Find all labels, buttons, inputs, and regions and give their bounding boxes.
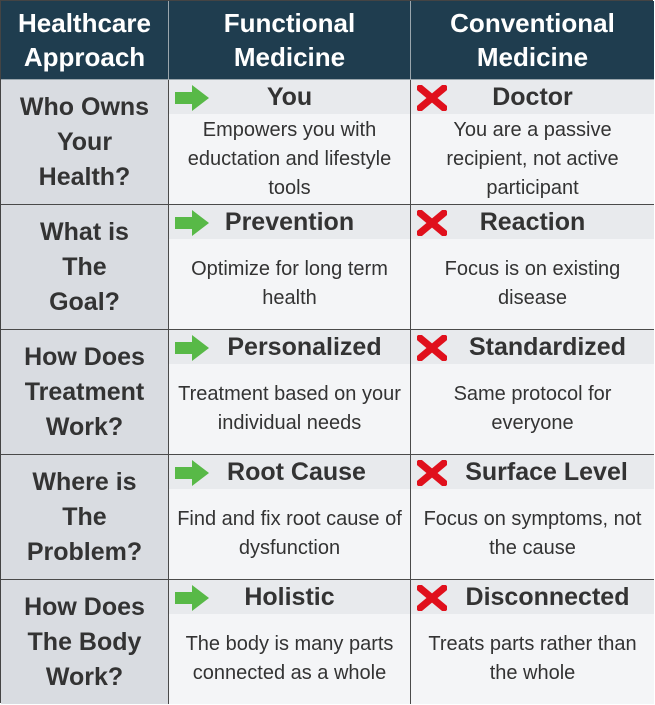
conventional-title: Standardized <box>469 332 626 361</box>
functional-title-band <box>169 330 410 364</box>
functional-cell <box>169 80 411 205</box>
conventional-cell <box>411 455 654 580</box>
row-question: How Does Treatment Work? <box>1 330 169 455</box>
conventional-title: Disconnected <box>465 582 630 611</box>
functional-title: Personalized <box>227 332 382 361</box>
conventional-cell <box>411 80 654 205</box>
conventional-title-band <box>411 80 654 114</box>
conventional-title-band <box>411 580 654 614</box>
row-question: What is The Goal? <box>1 205 169 330</box>
functional-description: The body is many parts connected as a whole <box>185 633 394 684</box>
functional-title-band <box>169 80 410 114</box>
header-approach: Healthcare Approach <box>1 1 169 80</box>
functional-cell <box>169 455 411 580</box>
functional-description: Empowers you with eductation and lifestyle tools <box>187 118 392 199</box>
row-question: How Does The Body Work? <box>1 580 169 704</box>
conventional-title: Surface Level <box>465 457 628 486</box>
functional-description: Optimize for long term health <box>191 258 388 309</box>
row-question: Where is The Problem? <box>1 455 169 580</box>
functional-description: Find and fix root cause of dysfunction <box>177 508 402 559</box>
conventional-description: Focus is on existing disease <box>444 258 621 309</box>
conventional-description: You are a passive recipient, not active participant <box>446 118 619 199</box>
conventional-title: Doctor <box>492 82 573 111</box>
header-functional-medicine: Functional Medicine <box>169 1 411 80</box>
functional-cell <box>169 330 411 455</box>
functional-cell <box>169 205 411 330</box>
functional-title-band <box>169 455 410 489</box>
header-conventional-medicine: Conventional Medicine <box>411 1 654 80</box>
conventional-title-band <box>411 455 654 489</box>
conventional-cell <box>411 205 654 330</box>
conventional-description: Treats parts rather than the whole <box>428 633 637 684</box>
conventional-description: Focus on symptoms, not the cause <box>423 508 642 559</box>
conventional-title-band <box>411 330 654 364</box>
conventional-title-band <box>411 205 654 239</box>
functional-title: You <box>266 82 313 111</box>
conventional-description: Same protocol for everyone <box>453 383 612 434</box>
conventional-cell <box>411 330 654 455</box>
functional-title: Prevention <box>224 207 355 236</box>
functional-cell <box>169 580 411 704</box>
functional-description: Treatment based on your individual needs <box>178 383 401 434</box>
functional-title-band <box>169 580 410 614</box>
conventional-title: Reaction <box>479 207 586 236</box>
row-question: Who Owns Your Health? <box>1 80 169 205</box>
functional-title-band <box>169 205 410 239</box>
functional-title: Holistic <box>244 582 335 611</box>
functional-title: Root Cause <box>227 457 366 486</box>
conventional-cell <box>411 580 654 704</box>
